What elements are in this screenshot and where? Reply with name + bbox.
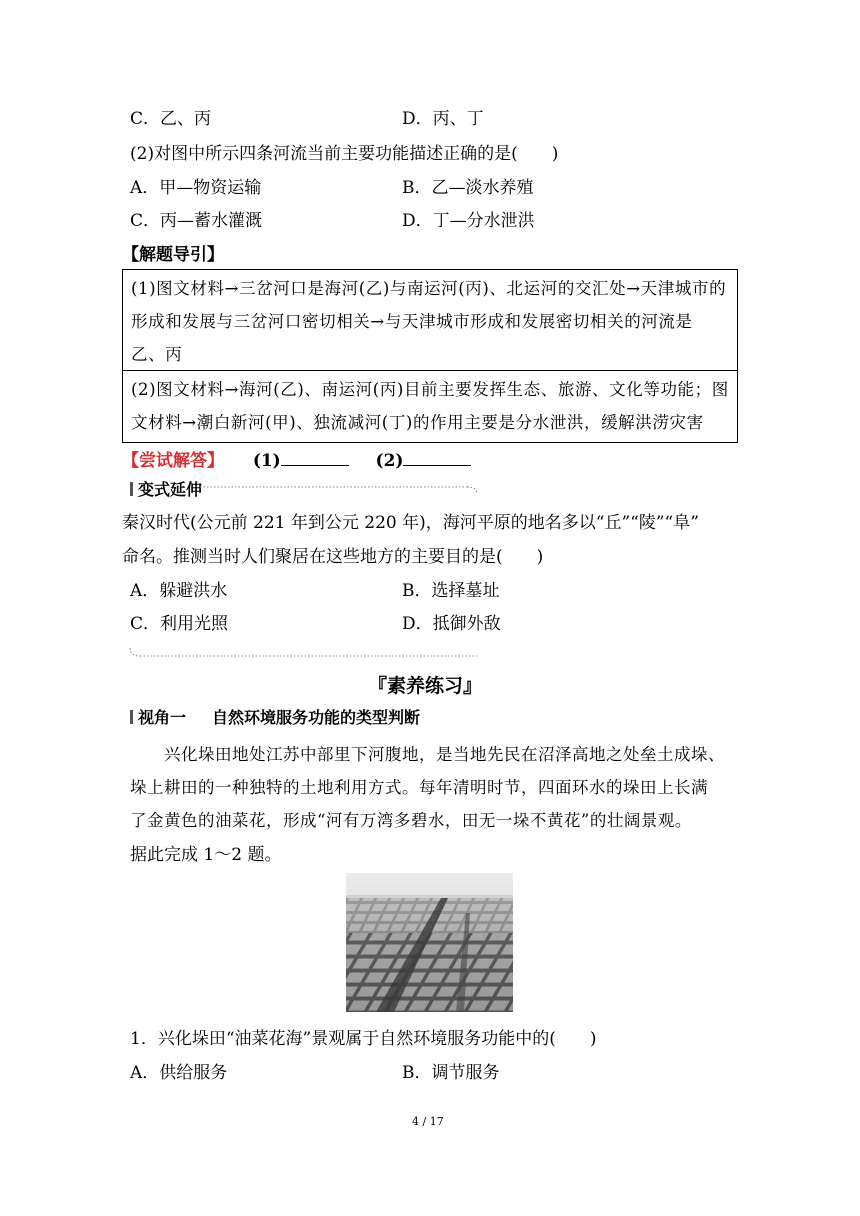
- blank-1-label: (1): [252, 451, 281, 471]
- answer-blank-1[interactable]: [281, 451, 349, 466]
- practice-title: 『素养练习』: [368, 675, 483, 697]
- passage-line-2: 垛上耕田的一种独特的土地利用方式。每年清明时节，四面环水的垛田上长满: [130, 778, 708, 797]
- passage-line-3: 了金黄色的油菜花，形成“河有万湾多碧水，田无一垛不黄花”的壮阔景观。: [130, 811, 692, 830]
- angle-tag: [130, 705, 186, 728]
- guide-row-1-line: 形成和发展与三岔河口密切相关→与天津城市形成和发展密切相关的河流是: [131, 312, 693, 331]
- variant-stem-line-1: 秦汉时代(公元前 221 年到公元 220 年)，海河平原的地名多以“丘”“陵”“阜”: [122, 513, 699, 533]
- variant-bottom-dotted-rule: [122, 646, 482, 666]
- variant-top-dotted-rule: [122, 482, 482, 502]
- passage-line-1: 兴化垛田地处江苏中部里下河腹地，是当地先民在沼泽高地之处垒土成垛、: [164, 745, 725, 764]
- guide-box: [122, 269, 738, 443]
- q2-option-b: B．乙—淡水养殖: [402, 178, 534, 198]
- blank-2-label: (2): [375, 451, 404, 471]
- variant-option-a: A．躲避洪水: [130, 581, 228, 601]
- duotian-aerial-photo: [346, 873, 513, 1012]
- option-d-prev: D．丙、丁: [402, 109, 484, 129]
- answer-blank-2[interactable]: [403, 451, 471, 466]
- q1-stem: 1．兴化垛田“油菜花海”景观属于自然环境服务功能中的( ): [130, 1029, 597, 1049]
- q1-option-a: A．供给服务: [130, 1063, 228, 1083]
- guide-row-2-line: (2)图文材料→海河(乙)、南运河(丙)目前主要发挥生态、旅游、文化等功能；图: [131, 380, 729, 399]
- guide-heading: 【解题导引】: [122, 245, 224, 265]
- q2-option-d: D．丁—分水泄洪: [402, 211, 535, 231]
- tag-bar-icon: [130, 710, 133, 724]
- variant-option-d: D．抵御外敌: [402, 614, 501, 634]
- guide-row-1-line: (1)图文材料→三岔河口是海河(乙)与南运河(丙)、北运河的交汇处→天津城市的: [131, 279, 727, 298]
- angle-tag-label: 视角一: [138, 708, 187, 727]
- attempt-answer: [122, 446, 471, 471]
- q2-option-c: C．丙—蓄水灌溉: [130, 211, 263, 231]
- angle-title: 自然环境服务功能的类型判断: [212, 708, 421, 727]
- guide-row-1-line: 乙、丙: [131, 345, 183, 364]
- variant-stem-line-2: 命名。推测当时人们聚居在这些地方的主要目的是( ): [122, 547, 544, 567]
- variant-option-b: B．选择墓址: [402, 581, 500, 601]
- page-number: 4 / 17: [412, 1115, 444, 1128]
- variant-option-c: C．利用光照: [130, 614, 229, 634]
- guide-row-2: [123, 370, 737, 443]
- variant-tag-label: 变式延伸: [138, 480, 203, 499]
- q1-option-b: B．调节服务: [402, 1063, 500, 1083]
- option-c-prev: C．乙、丙: [130, 109, 212, 129]
- passage-line-4: 据此完成 1～2 题。: [130, 845, 282, 865]
- guide-row-1: [123, 270, 737, 370]
- guide-row-2-line: 文材料→潮白新河(甲)、独流减河(丁)的作用主要是分水泄洪，缓解洪涝灾害: [131, 413, 704, 432]
- attempt-label: 【尝试解答】: [122, 451, 224, 471]
- q2-option-a: A．甲—物资运输: [130, 178, 262, 198]
- question-2-stem: (2)对图中所示四条河流当前主要功能描述正确的是( ): [130, 144, 559, 164]
